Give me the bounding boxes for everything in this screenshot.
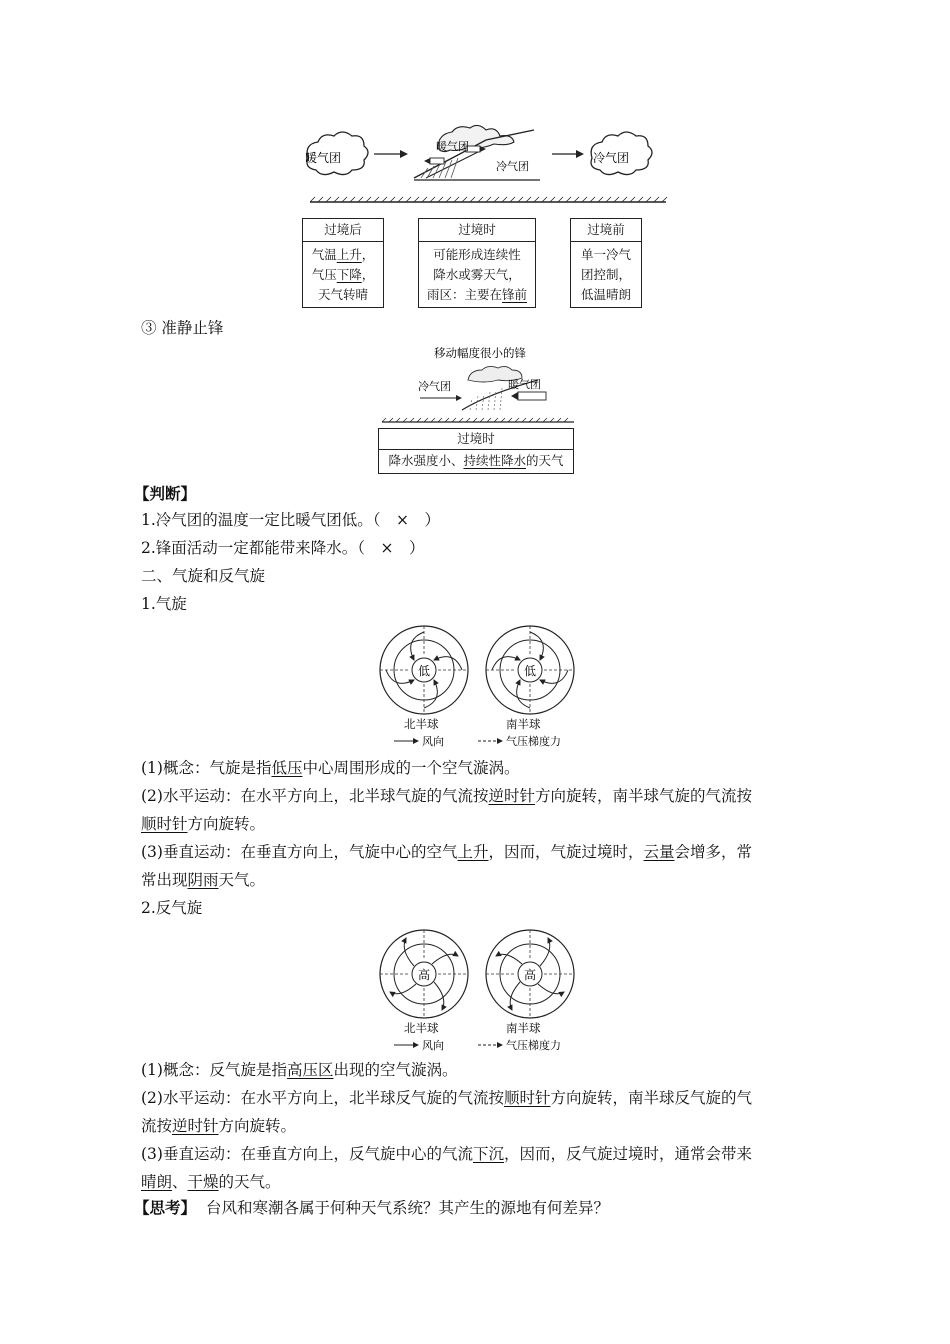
cyclone-horizontal-1 <box>141 786 752 806</box>
cyclone-p3a: (3)垂直运动：在垂直方向上，气旋中心的空气 <box>141 843 458 861</box>
cyclone-north-hemisphere <box>380 626 468 714</box>
anticyclone-horizontal-2 <box>141 1116 296 1136</box>
anticyclone-legend-pressure: 气压梯度力 <box>506 1039 561 1052</box>
anticyclone-north-center: 高 <box>418 968 431 982</box>
cyclone-p1c: 中心周围形成的一个空气漩涡。 <box>302 759 520 777</box>
after-passage-box <box>302 218 384 308</box>
judge-header: 【判断】 <box>134 484 197 503</box>
front-warm-air-label: 暖气团 <box>436 140 469 153</box>
after-line1: 气温 <box>311 247 337 262</box>
during-rain-zone: 锋前 <box>502 287 528 302</box>
after-comma1: ， <box>361 247 375 262</box>
cyclone-p2c: 方向旋转，南半球气旋的气流按 <box>534 787 752 805</box>
anticyclone-sinking: 下沉 <box>472 1145 504 1163</box>
anticyclone-p3g: 的天气。 <box>218 1173 281 1191</box>
think-label: 【思考】 <box>134 1198 197 1217</box>
anticyclone-south-center: 高 <box>524 968 537 982</box>
anticyclone-horizontal-1 <box>141 1088 752 1108</box>
anticyclone-counterclockwise: 逆时针 <box>172 1117 219 1135</box>
cyclone-south-center: 低 <box>524 664 537 678</box>
anticyclone-p2a: (2)水平运动：在水平方向上，北半球反气旋的气流按 <box>141 1089 504 1107</box>
after-passage-title: 过境后 <box>303 219 383 242</box>
anticyclone-p1a: (1)概念：反气旋是指 <box>141 1061 287 1079</box>
quasi-continuous-precip: 持续性降水 <box>463 453 526 468</box>
during-passage-box <box>418 218 536 308</box>
anticyclone-p3e: 、 <box>172 1173 188 1191</box>
cyclone-p3f: 常出现 <box>141 871 188 889</box>
quasi-body-c: 的天气 <box>526 453 564 468</box>
quasi-passage-title: 过境时 <box>379 429 573 450</box>
cyclone-rising: 上升 <box>457 843 489 861</box>
cyclone-rainy: 阴雨 <box>187 871 219 889</box>
cyclone-legend-wind: 风向 <box>422 735 444 748</box>
anticyclone-south-hemisphere <box>486 930 574 1018</box>
anticyclone-p1c: 出现的空气漩涡。 <box>333 1061 458 1079</box>
anticyclone-title: 2.反气旋 <box>141 899 203 917</box>
anticyclone-south-label: 南半球 <box>506 1021 541 1035</box>
anticyclone-p3a: (3)垂直运动：在垂直方向上，反气旋中心的气流 <box>141 1145 473 1163</box>
before-line1: 单一冷气 <box>580 247 631 262</box>
cyclone-p3e: 会增多，常 <box>674 843 753 861</box>
anticyclone-concept <box>141 1060 458 1080</box>
section-quasi-stationary-front: ③ 准静止锋 <box>141 319 224 337</box>
anticyclone-vertical-2 <box>141 1172 281 1192</box>
judge-q2: 2.锋面活动一定都能带来降水。（ × ） <box>141 539 425 557</box>
anticyclone-diagram <box>374 926 586 1052</box>
cyclone-vertical-2 <box>141 870 265 890</box>
cyclone-p2e: 方向旋转。 <box>187 815 266 833</box>
quasi-warm-air-label: 暖气团 <box>508 378 541 391</box>
think-question <box>134 1198 609 1218</box>
anticyclone-p2c: 方向旋转，南半球反气旋的气 <box>550 1089 752 1107</box>
section-cyclone-anticyclone: 二、气旋和反气旋 <box>141 567 266 585</box>
cold-air-mass-label: 冷气团 <box>593 151 630 165</box>
cyclone-counterclockwise: 逆时针 <box>488 787 535 805</box>
before-passage-title: 过境前 <box>571 219 641 242</box>
anticyclone-p2d: 流按 <box>141 1117 173 1135</box>
cyclone-legend-pressure: 气压梯度力 <box>506 735 561 748</box>
cyclone-p3h: 天气。 <box>218 871 266 889</box>
cyclone-cloud-amount: 云量 <box>643 843 675 861</box>
anticyclone-dry: 干燥 <box>187 1173 219 1191</box>
front-cold-air-label: 冷气团 <box>496 160 529 173</box>
cyclone-diagram <box>374 622 586 748</box>
cyclone-p2a: (2)水平运动：在水平方向上，北半球气旋的气流按 <box>141 787 489 805</box>
quasi-cold-air-label: 冷气团 <box>418 380 451 393</box>
cyclone-horizontal-2 <box>141 814 265 834</box>
anticyclone-clockwise: 顺时针 <box>503 1089 551 1107</box>
anticyclone-north-label: 北半球 <box>404 1021 439 1035</box>
anticyclone-vertical-1 <box>141 1144 752 1164</box>
quasi-front-passage-box <box>378 428 574 474</box>
after-pressure-drop: 下降 <box>336 267 362 282</box>
judge-q1: 1.冷气团的温度一定比暖气团低。（ × ） <box>141 511 441 529</box>
before-line2: 团控制， <box>580 267 631 282</box>
cyclone-north-center: 低 <box>418 664 431 678</box>
quasi-stationary-front-diagram <box>378 344 578 428</box>
anticyclone-p3c: ，因而，反气旋过境时，通常会带来 <box>503 1145 752 1163</box>
cyclone-south-hemisphere <box>486 626 574 714</box>
anticyclone-high-pressure: 高压区 <box>286 1061 334 1079</box>
think-text: 台风和寒潮各属于何种天气系统？其产生的源地有何差异？ <box>206 1199 610 1217</box>
warm-air-mass-label: 暖气团 <box>305 151 342 165</box>
anticyclone-north-hemisphere <box>380 930 468 1018</box>
small-movement-front-label: 移动幅度很小的锋 <box>434 346 526 360</box>
after-line2: 气压 <box>311 267 337 282</box>
during-line1: 可能形成连续性 <box>433 247 521 262</box>
after-line3: 天气转晴 <box>317 287 368 302</box>
cyclone-vertical-1 <box>141 842 752 862</box>
during-passage-title: 过境时 <box>419 219 535 242</box>
before-passage-box <box>570 218 642 308</box>
cyclone-p3c: ，因而，气旋过境时， <box>488 843 644 861</box>
after-temp-rise: 上升 <box>336 247 362 262</box>
anticyclone-p2f: 方向旋转。 <box>218 1117 297 1135</box>
cyclone-title: 1.气旋 <box>141 595 187 613</box>
quasi-body-a: 降水强度小、 <box>388 453 464 468</box>
during-line3: 雨区：主要在 <box>426 287 502 302</box>
after-comma2: ， <box>361 267 375 282</box>
cyclone-low-pressure: 低压 <box>271 759 303 777</box>
cyclone-north-label: 北半球 <box>404 717 439 731</box>
cyclone-concept <box>141 758 520 778</box>
anticyclone-sunny: 晴朗 <box>141 1173 173 1191</box>
before-line3: 低温晴朗 <box>580 287 631 302</box>
cyclone-clockwise: 顺时针 <box>141 815 188 833</box>
during-line2: 降水或雾天气， <box>433 267 521 282</box>
cyclone-south-label: 南半球 <box>506 717 541 731</box>
anticyclone-legend-wind: 风向 <box>422 1039 444 1052</box>
cold-front-diagram <box>296 118 680 214</box>
cyclone-p1a: (1)概念：气旋是指 <box>141 759 272 777</box>
